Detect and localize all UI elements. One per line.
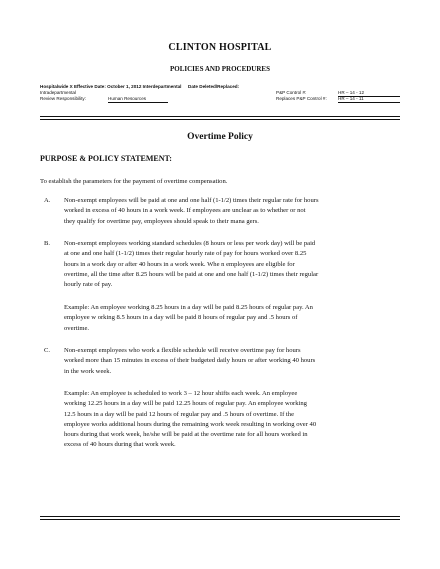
item-b-example-line: Example: An employee working 8.25 hours in a day will be paid 8.25 hours of regular pay. An (64, 304, 313, 311)
item-c-line: worked more than 15 minutes in excess of their budgeted daily hours or after working 40 hours (64, 357, 316, 365)
pp-control-text: HR – 14 - 12 (338, 90, 400, 97)
item-a-text (64, 196, 398, 227)
effective-date: October 1, 2012 (107, 84, 142, 89)
item-c-example-line: 12.5 hours in a day will be paid 12 hours of regular pay and .5 hours of overtime. If the (64, 410, 294, 418)
item-c-letter: C. (44, 347, 51, 354)
item-a-line: worked in excess of 40 hours in a work week. If employees are unclear as to whether or not (64, 207, 306, 215)
footer-rule-top (40, 516, 400, 517)
item-a-line: Non-exempt employees will be paid at one and one half (1-1/2) times their regular rate for hours (64, 197, 319, 204)
item-c-example-line: hours during that work week, he/she will be paid at the overtime rate for all hours worked in (64, 431, 308, 439)
section-title: POLICIES AND PROCEDURES (170, 65, 270, 73)
pp-control-label: P&P Control #: (276, 90, 307, 95)
item-b-line: hourly rate of pay. (64, 281, 113, 289)
review-responsibility-label: Review Responsibility: (40, 96, 86, 101)
item-c-line: in the work week. (64, 367, 112, 375)
interdepartmental-label: Interdepartmental (142, 84, 182, 89)
item-c-line: Non-exempt employees who work a flexible schedule will receive overtime pay for hours (64, 347, 301, 354)
header-rule-bottom (40, 119, 400, 120)
item-b-line: at one and one half (1-1/2) times their regular hourly rate of pay for hours worked over 8.25 (64, 250, 307, 258)
item-c-example-line: employee works additional hours during the remaining work week resulting in working over 40 (64, 420, 317, 428)
purpose-heading: PURPOSE & POLICY STATEMENT: (40, 154, 172, 163)
replaces-text: HR – 14 - 11 (338, 96, 400, 103)
policy-title: Overtime Policy (187, 132, 253, 142)
item-b-line: hours in a work day or after 40 hours in a work week. Whe n employees are eligible for (64, 260, 295, 268)
item-c-example-line: Example: An employee is scheduled to work 3 – 12 hour shifts each week. An employee (64, 390, 298, 397)
item-c-example-line: working 12.25 hours in a day will be paid 12.25 hours of regular pay. An employee working (64, 400, 307, 408)
footer-rule-bottom (40, 519, 400, 520)
item-b-line: overtime, all the time after 8.25 hours will be paid at one and one half (1-1/2) times their regular (64, 270, 319, 278)
intro-paragraph: To establish the parameters for the payment of overtime compensation. (40, 178, 228, 185)
item-a-line: they qualify for overtime pay, employees should speak to their mana gers. (64, 217, 259, 225)
intradepartmental-label: Intradepartmental (40, 90, 77, 95)
item-c-example (64, 389, 398, 451)
hospital-name: CLINTON HOSPITAL (168, 42, 272, 53)
header-rule-top (40, 116, 400, 117)
review-responsibility-text: Human Resources (108, 96, 168, 103)
replaces-label: Replaces P&P Control #: (276, 96, 327, 101)
item-c-text (64, 346, 398, 377)
item-b-example (64, 303, 398, 334)
item-b-letter: B. (44, 240, 51, 247)
item-b-line: Non-exempt employees working standard schedules (8 hours or less per work day) will be paid (64, 240, 316, 247)
date-deleted-label: Date Deleted/Replaced: (188, 84, 240, 89)
item-b-text (64, 239, 398, 290)
hospitalwide-label: Hospitalwide X Effective Date: (40, 84, 106, 89)
item-c-example-line: excess of 40 hours during that work week. (64, 441, 176, 449)
review-responsibility-value (108, 96, 168, 103)
replaces-value (338, 96, 400, 103)
item-b-example-line: overtime. (64, 324, 90, 332)
item-a-letter: A. (44, 197, 51, 204)
item-b-example-line: employee w orking 8.5 hours in a day will be paid 8 hours of regular pay and .5 hours of (64, 314, 298, 322)
